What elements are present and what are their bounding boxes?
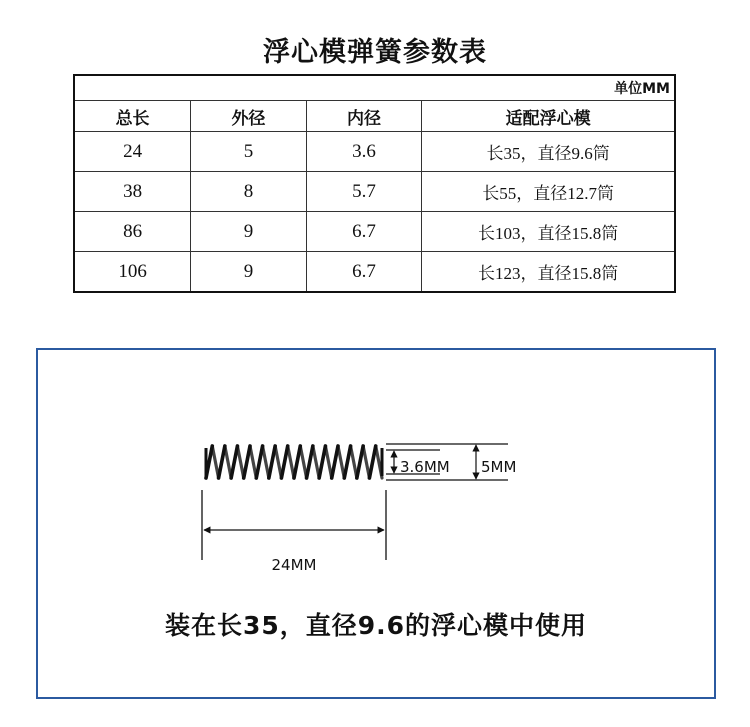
- table-row: [74, 252, 675, 293]
- spring-coil-illustration: [206, 446, 382, 478]
- table-row: [74, 212, 675, 252]
- cell-outer-diameter: 5: [191, 132, 307, 172]
- inner-diameter-label: 3.6MM: [400, 458, 450, 476]
- unit-label: 单位MM: [74, 75, 675, 101]
- usage-caption: 装在长35，直径9.6的浮心模中使用: [164, 611, 588, 640]
- cell-compatible-mold: 长103，直径15.8筒: [422, 212, 675, 252]
- cell-outer-diameter: 9: [191, 252, 307, 293]
- cell-compatible-mold: 长55，直径12.7筒: [422, 172, 675, 212]
- cell-total-length: 38: [74, 172, 191, 212]
- cell-total-length: 106: [74, 252, 191, 293]
- cell-inner-diameter: 6.7: [306, 252, 422, 293]
- cell-total-length: 86: [74, 212, 191, 252]
- cell-total-length: 24: [74, 132, 191, 172]
- spring-diagram: [38, 350, 714, 600]
- cell-compatible-mold: 长35，直径9.6筒: [422, 132, 675, 172]
- outer-diameter-label: 5MM: [481, 458, 517, 476]
- page-title: 浮心模弹簧参数表: [263, 37, 487, 68]
- cell-inner-diameter: 3.6: [306, 132, 422, 172]
- parameter-table: [73, 74, 676, 293]
- header-compatible-mold: 适配浮心模: [422, 101, 675, 132]
- cell-inner-diameter: 5.7: [306, 172, 422, 212]
- header-outer-diameter: 外径: [191, 101, 307, 132]
- header-total-length: 总长: [74, 101, 191, 132]
- cell-outer-diameter: 8: [191, 172, 307, 212]
- header-inner-diameter: 内径: [306, 101, 422, 132]
- length-label: 24MM: [271, 556, 317, 574]
- header-row: [74, 101, 675, 132]
- cell-inner-diameter: 6.7: [306, 212, 422, 252]
- cell-outer-diameter: 9: [191, 212, 307, 252]
- table-row: [74, 132, 675, 172]
- table-row: [74, 172, 675, 212]
- cell-compatible-mold: 长123，直径15.8筒: [422, 252, 675, 293]
- usage-panel: [36, 348, 716, 699]
- unit-row: [74, 75, 675, 101]
